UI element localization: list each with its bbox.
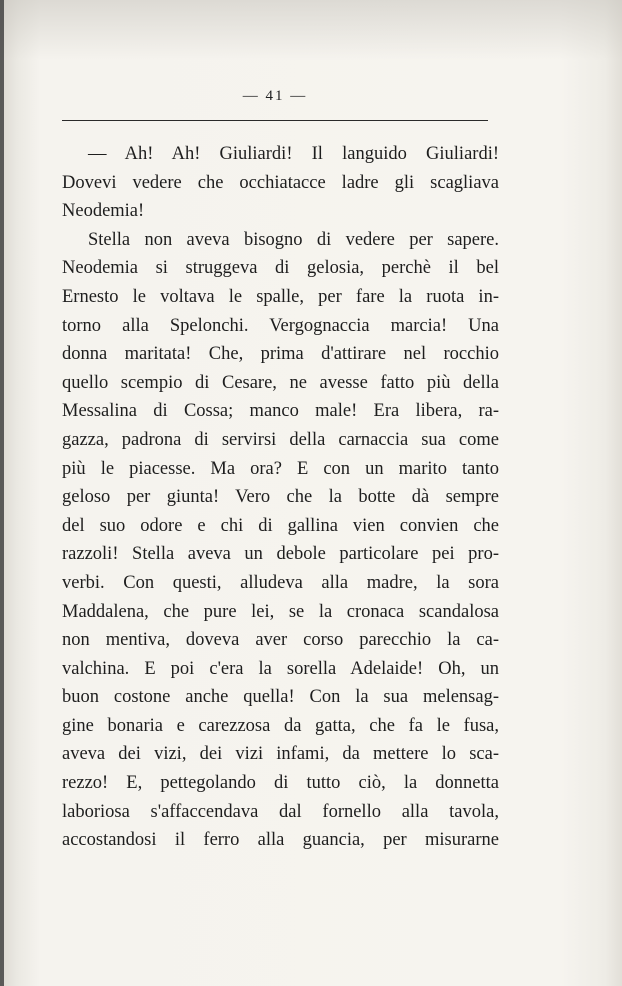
text-line: più le piacesse. Ma ora? E con un marito tanto <box>62 458 499 479</box>
text-line: laboriosa s'affaccendava dal fornello alla tavola, <box>62 801 499 822</box>
text-line: Neodemia si struggeva di gelosia, perchè il bel <box>62 258 499 279</box>
text-line: del suo odore e chi di gallina vien convien che <box>62 515 499 536</box>
page-binding-edge <box>0 0 4 986</box>
text-line: quello scempio di Cesare, ne avesse fatto più della <box>62 372 499 393</box>
text-line: torno alla Spelonchi. Vergognaccia marcia! Una <box>62 315 499 336</box>
text-line: accostandosi il ferro alla guancia, per misurarne <box>62 830 499 851</box>
text-line: — Ah! Ah! Giuliardi! Il languido Giuliardi! <box>88 144 499 164</box>
text-line: Dovevi vedere che occhiatacce ladre gli scagliava <box>62 172 499 193</box>
text-line: gazza, padrona di servirsi della carnaccia sua come <box>62 429 499 450</box>
text-line: Messalina di Cossa; manco male! Era libera, ra- <box>62 401 499 422</box>
text-line: rezzo! E, pettegolando di tutto ciò, la donnetta <box>62 773 499 794</box>
text-line: Stella non aveva bisogno di vedere per sapere. <box>88 229 499 250</box>
body-text <box>62 140 499 855</box>
text-line: razzoli! Stella aveva un debole particolare pei pro- <box>62 544 499 565</box>
page-number: — 41 — <box>242 88 308 104</box>
text-line: gine bonaria e carezzosa da gatta, che fa le fusa, <box>62 715 499 736</box>
text-line: non mentiva, doveva aver corso parecchio la ca- <box>62 630 499 651</box>
text-line: aveva dei vizi, dei vizi infami, da mettere lo sca- <box>62 744 499 765</box>
text-line: buon costone anche quella! Con la sua melensag- <box>62 687 499 708</box>
header-rule <box>62 120 488 121</box>
text-line: Neodemia! <box>62 201 145 222</box>
text-line: donna maritata! Che, prima d'attirare nel rocchio <box>62 344 499 365</box>
text-line: verbi. Con questi, alludeva alla madre, la sora <box>62 572 499 593</box>
text-line: valchina. E poi c'era la sorella Adelaide! Oh, un <box>62 658 499 679</box>
text-line: geloso per giunta! Vero che la botte dà sempre <box>62 487 499 508</box>
text-line: Ernesto le voltava le spalle, per fare la ruota in- <box>62 286 499 307</box>
text-line: Maddalena, che pure lei, se la cronaca scandalosa <box>62 601 499 622</box>
